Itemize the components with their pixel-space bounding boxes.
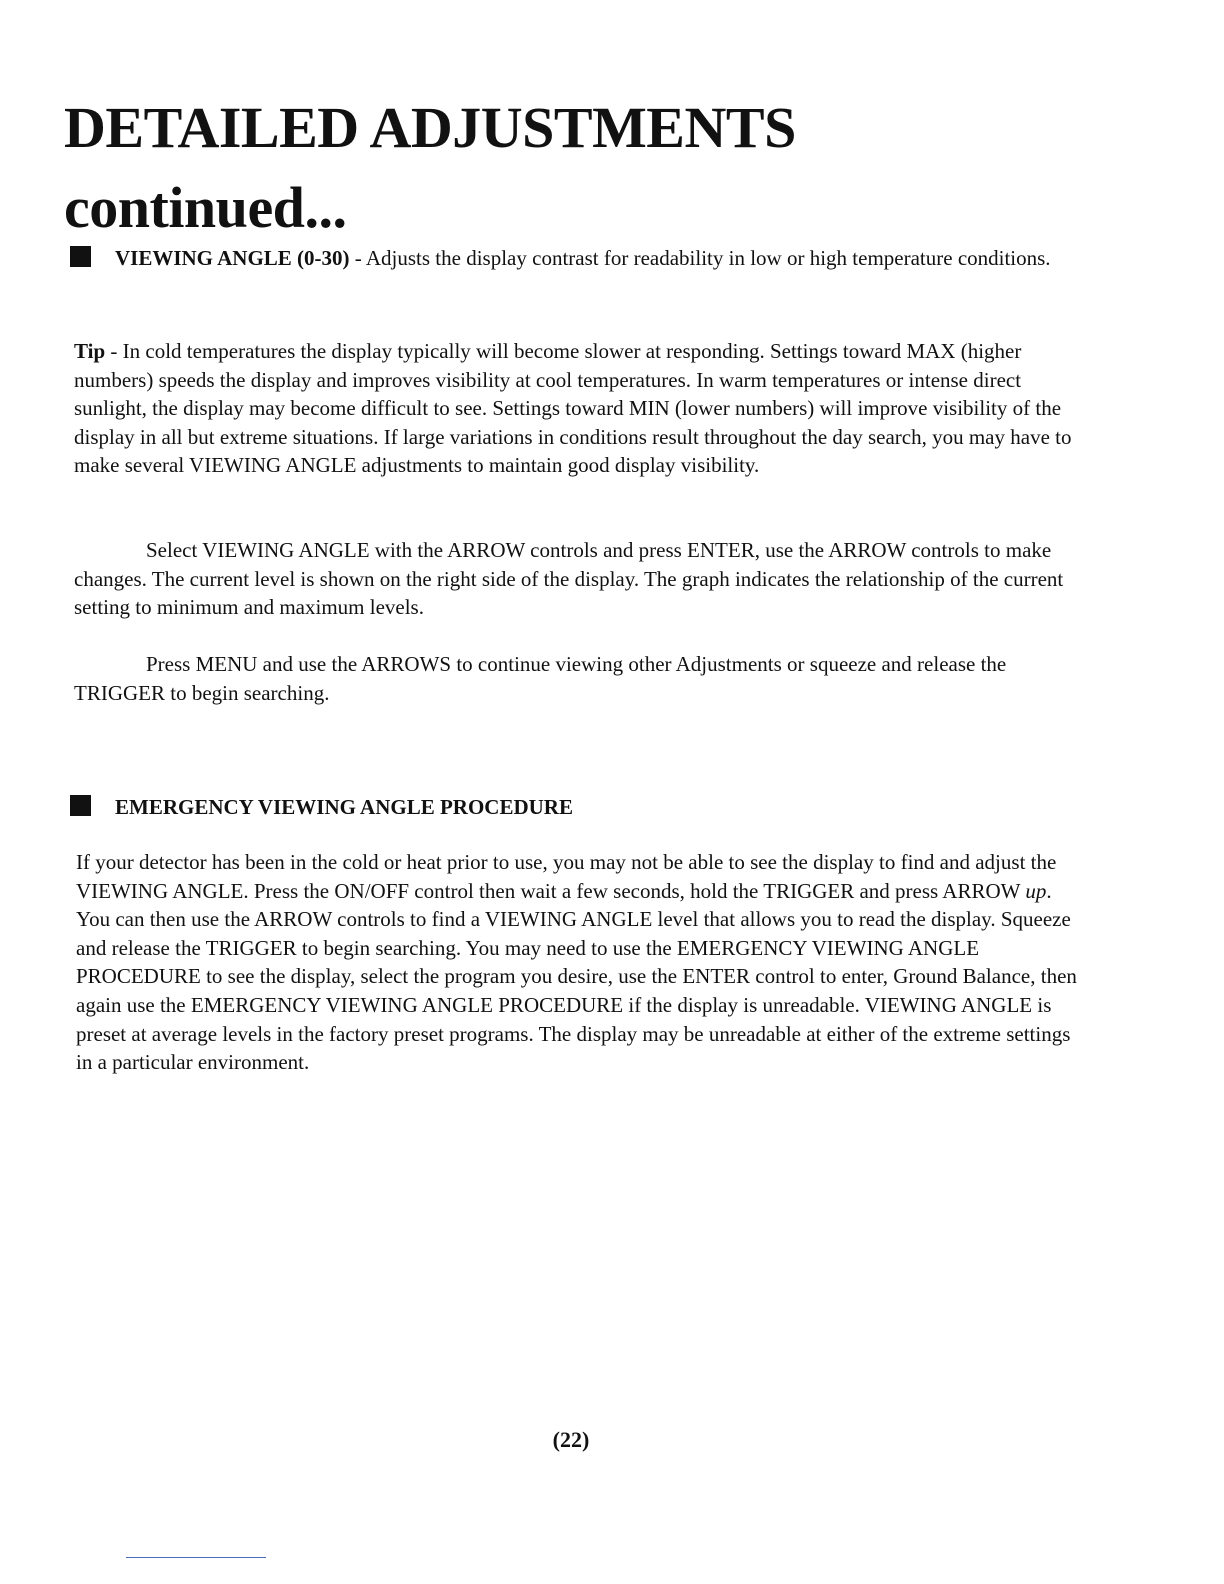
page-title-line-1: DETAILED ADJUSTMENTS xyxy=(64,95,796,160)
page-title xyxy=(64,88,796,248)
emergency-heading: EMERGENCY VIEWING ANGLE PROCEDURE xyxy=(115,795,573,819)
emergency-heading-row xyxy=(70,792,573,822)
footer-rule xyxy=(126,1557,266,1558)
viewing-angle-heading: VIEWING ANGLE (0-30) xyxy=(115,246,350,270)
heading-separator: - xyxy=(349,246,366,270)
tip-separator: - xyxy=(105,339,123,363)
tip-text: In cold temperatures the display typically will become slower at responding. Settings toward MAX (higher numbers) speeds the display and improves visibility at cool temperatures. In warm temperatures or intense direct sunlight, the display may become difficult to see. Settings toward MIN (lower numbers) will improve visibility of the display in all but extreme situations. If large variations in conditions result throughout the day search, you may have to make several VIEWING ANGLE adjustments to maintain good display visibility. xyxy=(74,339,1072,478)
page-number: (22) xyxy=(552,1427,590,1452)
viewing-angle-intro xyxy=(74,244,1084,273)
page-title-line-2: continued... xyxy=(64,175,347,240)
select-paragraph: Select VIEWING ANGLE with the ARROW controls and press ENTER, use the ARROW controls to make changes. The current level is shown on the right side of the display. The graph indicates the relationship of the current setting to minimum and maximum levels. xyxy=(74,538,1064,620)
viewing-angle-description: Adjusts the display contrast for readability in low or high temperature conditions. xyxy=(365,246,1051,270)
emergency-text-part-2: . You can then use the ARROW controls to find a VIEWING ANGLE level that allows you to read the display. Squeeze and release the TRIGGER to begin searching. You may need to use the EMERGENCY VIEWING ANGLE PROCEDURE to see the display, select the program you desire, use the ENTER control to enter, Ground Balance, then again use the EMERGENCY VIEWING ANGLE PROCEDURE if the display is unreadable. VIEWING ANGLE is preset at average levels in the factory preset programs. The display may be unreadable at either of the extreme settings in a particular environment. xyxy=(76,878,1077,1075)
emergency-text-part-1: If your detector has been in the cold or heat prior to use, you may not be able to see the display to find and adjust the VIEWING ANGLE. Press the ON/OFF control then wait a few seconds, hold the TRIGGER and press ARROW xyxy=(76,850,1057,903)
emergency-italic-word: up xyxy=(1025,878,1047,903)
section-bullet-icon xyxy=(70,795,91,816)
tip-label: Tip xyxy=(74,339,106,363)
emergency-paragraph xyxy=(76,848,1084,1077)
tip-paragraph xyxy=(74,337,1076,480)
menu-paragraph: Press MENU and use the ARROWS to continue viewing other Adjustments or squeeze and release the TRIGGER to begin searching. xyxy=(74,652,1007,705)
section-bullet-icon xyxy=(70,246,91,267)
